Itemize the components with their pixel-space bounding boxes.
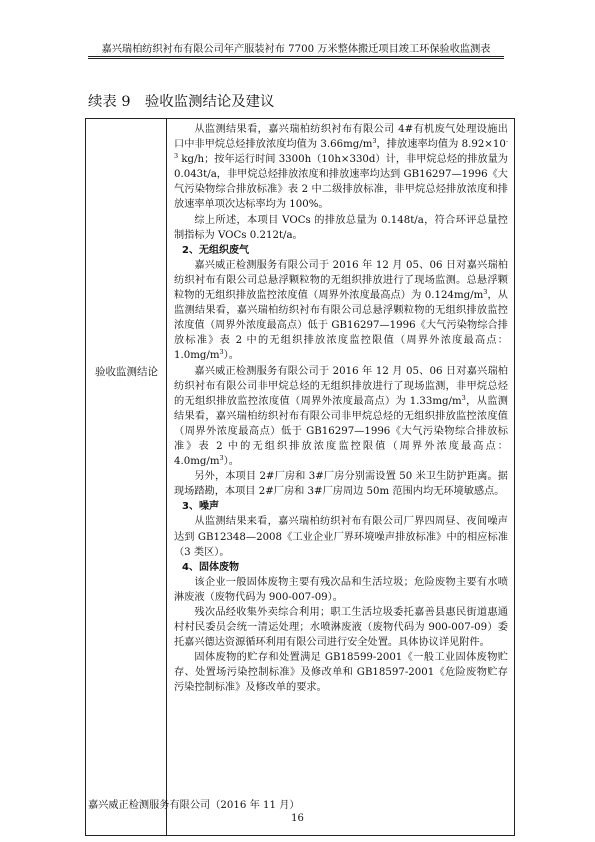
paragraph: 该企业一般固体废物主要有残次品和生活垃圾；危险废物主要有水喷淋废液（废物代码为 900-007-09）。 [174, 576, 508, 603]
header-rule [88, 56, 504, 57]
subsection-heading: 4、固体废物 [182, 561, 239, 573]
table-label-cell [86, 119, 167, 835]
subsection-heading: 3、噪声 [182, 501, 219, 513]
paragraph: 固体废物的贮存和处置满足 GB18599-2001《一般工业固体废物贮存、处置场污染控制标准》及修改单和 GB18597-2001《危险废物贮存污染控制标准》及修改单的要求。 [174, 652, 508, 694]
table-content-cell [174, 122, 508, 696]
conclusion-table [85, 118, 515, 836]
paragraph: 从监测结果来看，嘉兴瑞柏纺织衬布有限公司厂界四周昼、夜间噪声达到 GB12348—2008《工业企业厂界环境噪声排放标准》中的相应标准（3 类区）。 [174, 516, 508, 558]
table-row-label: 验收监测结论 [95, 366, 158, 378]
footer-company: 嘉兴威正检测服务有限公司（2016 年 11 月） [88, 800, 300, 811]
paragraph: 嘉兴威正检测服务有限公司于 2016 年 12 月 05、06 日对嘉兴瑞柏纺织衬布有限公司非甲烷总烃的无组织排放进行了现场监测，非甲烷总烃的无组织排放监控浓度值（周界外浓度最高点）为 $1.33mg/m^3$，从监测结果看，嘉兴瑞柏纺织衬布有限公司非甲烷总烃的无组织排放监控浓度值（周界外浓度最高点）低于 GB16297—1996《大气污染物综合排放标准》表 2 中的无组织排放浓度监控限值（周界外浓度最高点：$4.0mg/m^3$）。 [174, 365, 508, 468]
header-rule-thin [88, 58, 504, 59]
paragraph: 嘉兴威正检测服务有限公司于 2016 年 12 月 05、06 日对嘉兴瑞柏纺织衬布有限公司总悬浮颗粒物的无组织排放进行了现场监测。总悬浮颗粒物的无组织排放监控浓度值（周界外浓度最高点）为 $0.124mg/m^3$，从监测结果看，嘉兴瑞柏纺织衬布有限公司总悬浮颗粒物的无组织排放监控浓度值（周界外浓度最高点）低于 GB16297—1996《大气污染物综合排放标准》表 2 中的无组织排放浓度监控限值（周界外浓度最高点：$1.0mg/m^3$）。 [174, 259, 508, 362]
paragraph: 残次品经收集外卖综合利用；职工生活垃圾委托嘉善县惠民街道惠通村村民委员会统一清运处理；水喷淋废液（废物代码为 900-007-09）委托嘉兴德达资源循环利用有限公司进行安全处置。具体协议详见附件。 [174, 607, 508, 649]
section-title: 续表 9 验收监测结论及建议 [88, 94, 275, 110]
subsection-heading: 2、无组织废气 [182, 244, 249, 256]
paragraph: 综上所述，本项目 VOCs 的排放总量为 0.148t/a，符合环评总量控制指标为 VOCs 0.212t/a。 [174, 214, 508, 241]
paragraph: 从监测结果看，嘉兴瑞柏纺织衬布有限公司 4#有机废气处理设施出口中非甲烷总烃排放浓度均值为 $3.66mg/m^3$，排放速率均值为 $8.92\times 10^{-3}$ kg/h；按年运行时间 3300h（10h×330d）计，非甲烷总烃的排放量为 0.043t/a，非甲烷总烃排放浓度和排放速率均达到 GB16297—1996《大气污染物综合排放标准》表 2 中二级排放标准，非甲烷总烃排放浓度和排放速率单项次达标率均为 100%。 [174, 124, 509, 211]
paragraph: 另外，本项目 2#厂房和 3#厂房分别需设置 50 米卫生防护距离。据现场踏勘，本项目 2#厂房和 3#厂房周边 50m 范围内均无环境敏感点。 [174, 471, 508, 498]
document-header: 嘉兴瑞柏纺织衬布有限公司年产服装衬布 7700 万米整体搬迁项目竣工环保验收监测表 [101, 44, 491, 55]
page-number: 16 [291, 813, 304, 824]
